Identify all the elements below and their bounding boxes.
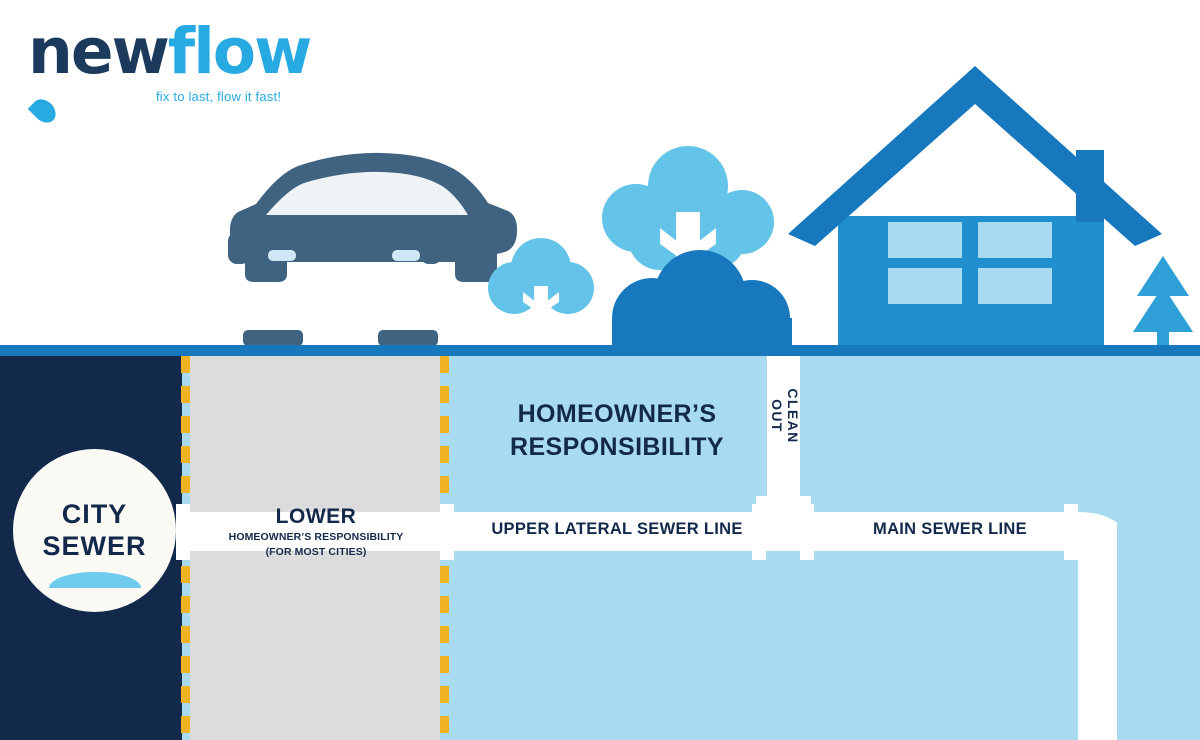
city-sewer-label-line1: CITY	[61, 498, 128, 529]
lower-heading: LOWER	[275, 505, 357, 528]
lower-sub-line1: HOMEOWNER’S RESPONSIBILITY	[228, 531, 404, 543]
above-ground-scenery	[0, 0, 1200, 356]
pipe-elbow	[1078, 512, 1117, 740]
pipe-joint	[176, 504, 190, 560]
clean-out-label: CLEAN OUT	[769, 388, 801, 444]
logo-word-flow: flow	[167, 15, 311, 88]
logo-tagline: fix to last, flow it fast!	[156, 89, 282, 104]
homeowner-responsibility-title	[452, 398, 782, 464]
upper-lateral-sewer-line-label: UPPER LATERAL SEWER LINE	[491, 520, 743, 538]
lower-lateral-label	[200, 505, 432, 559]
lower-sub-line2: (FOR MOST CITIES)	[265, 546, 367, 559]
logo-word-new: new	[28, 15, 168, 88]
city-sewer-label-line2: SEWER	[42, 530, 147, 561]
ground-surface-line	[0, 345, 1200, 356]
water-level-icon	[49, 572, 141, 588]
bush-icon	[612, 250, 792, 356]
homeowner-title-line2: RESPONSIBILITY	[510, 433, 724, 461]
evergreen-tree-icon	[1133, 256, 1193, 356]
pipe-joint	[800, 504, 814, 560]
homeowner-title-line1: HOMEOWNER’S	[517, 400, 717, 428]
city-sewer-badge	[13, 449, 176, 612]
main-sewer-line-label: MAIN SEWER LINE	[873, 520, 1027, 538]
car-icon	[228, 153, 517, 346]
house-icon	[788, 66, 1162, 346]
tree-icon	[488, 238, 594, 346]
